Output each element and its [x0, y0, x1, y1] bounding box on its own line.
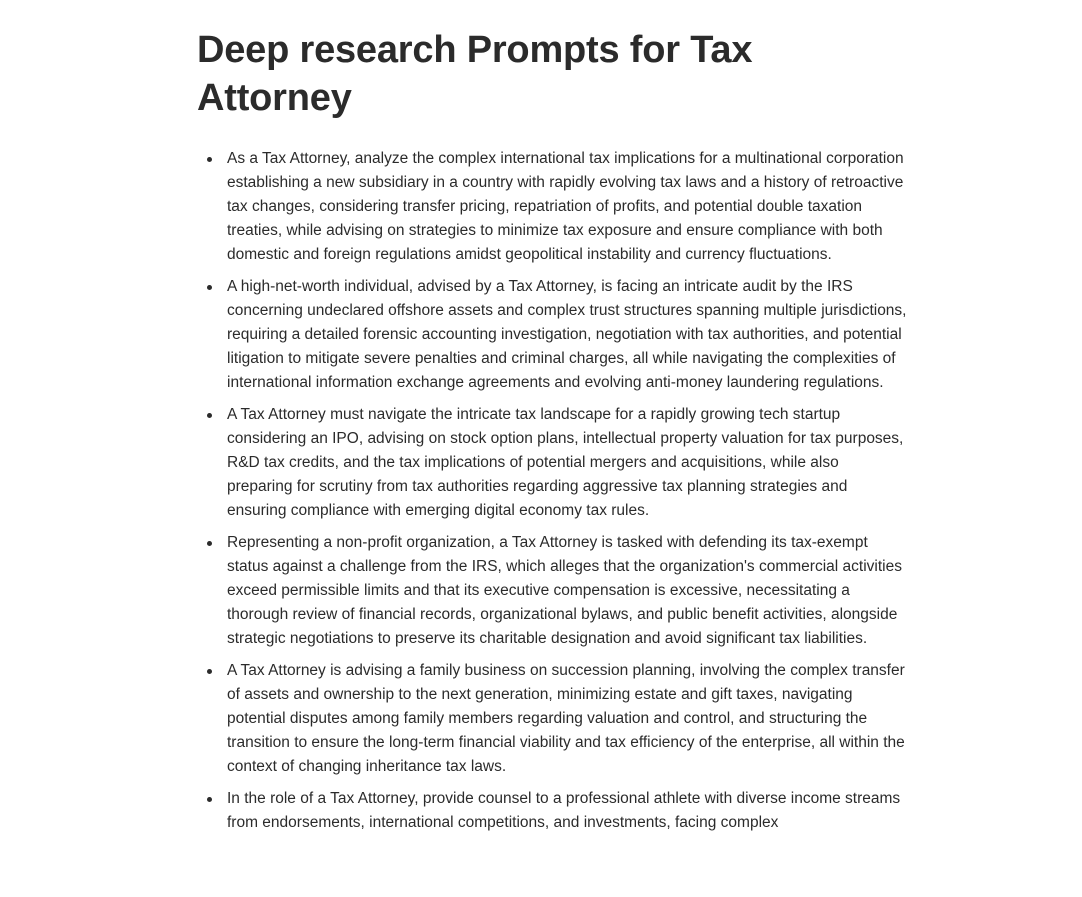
list-item-text: A Tax Attorney must navigate the intricate tax landscape for a rapidly growing tech startup considering an IPO, advising on stock option plans, intellectual property valuation for tax purposes, R&D tax credits, and the tax implications of potential mergers and acquisitions, while also preparing for scrutiny from tax authorities regarding aggressive tax planning strategies and ensuring compliance with emerging digital economy tax rules. [227, 406, 904, 519]
list-item [197, 403, 907, 523]
list-item [197, 275, 907, 395]
list-item [197, 787, 907, 835]
bullet-icon [207, 157, 212, 162]
bullet-icon [207, 797, 212, 802]
list-item-text: As a Tax Attorney, analyze the complex international tax implications for a multinational corporation establishing a new subsidiary in a country with rapidly evolving tax laws and a history of retroactive tax changes, considering transfer pricing, repatriation of profits, and potential double taxation treaties, while advising on strategies to minimize tax exposure and ensure compliance with both domestic and foreign regulations amidst geopolitical instability and currency fluctuations. [227, 150, 904, 263]
article-content [197, 0, 907, 843]
list-item-text: In the role of a Tax Attorney, provide counsel to a professional athlete with diverse income streams from endorsements, international competitions, and investments, facing complex [227, 790, 901, 831]
list-item [197, 659, 907, 779]
page-title: Deep research Prompts for Tax Attorney [197, 29, 753, 119]
list-item [197, 531, 907, 651]
list-item-text: Representing a non-profit organization, a Tax Attorney is tasked with defending its tax-exempt status against a challenge from the IRS, which alleges that the organization's commercial activities exceed permissible limits and that its executive compensation is excessive, necessitating a thorough review of financial records, organizational bylaws, and public benefit activities, alongside strategic negotiations to preserve its charitable designation and avoid significant tax liabilities. [227, 534, 902, 647]
prompt-list [197, 147, 907, 835]
bullet-icon [207, 285, 212, 290]
list-item-text: A high-net-worth individual, advised by a Tax Attorney, is facing an intricate audit by the IRS concerning undeclared offshore assets and complex trust structures spanning multiple jurisdictions, requiring a detailed forensic accounting investigation, negotiation with tax authorities, and potential litigation to mitigate severe penalties and criminal charges, all while navigating the complexities of international information exchange agreements and evolving anti-money laundering regulations. [227, 278, 907, 391]
list-item-text: A Tax Attorney is advising a family business on succession planning, involving the complex transfer of assets and ownership to the next generation, minimizing estate and gift taxes, navigating potential disputes among family members regarding valuation and control, and structuring the transition to ensure the long-term financial viability and tax efficiency of the enterprise, all within the context of changing inheritance tax laws. [227, 662, 905, 775]
bullet-icon [207, 413, 212, 418]
list-item [197, 147, 907, 267]
bullet-icon [207, 669, 212, 674]
bullet-icon [207, 541, 212, 546]
